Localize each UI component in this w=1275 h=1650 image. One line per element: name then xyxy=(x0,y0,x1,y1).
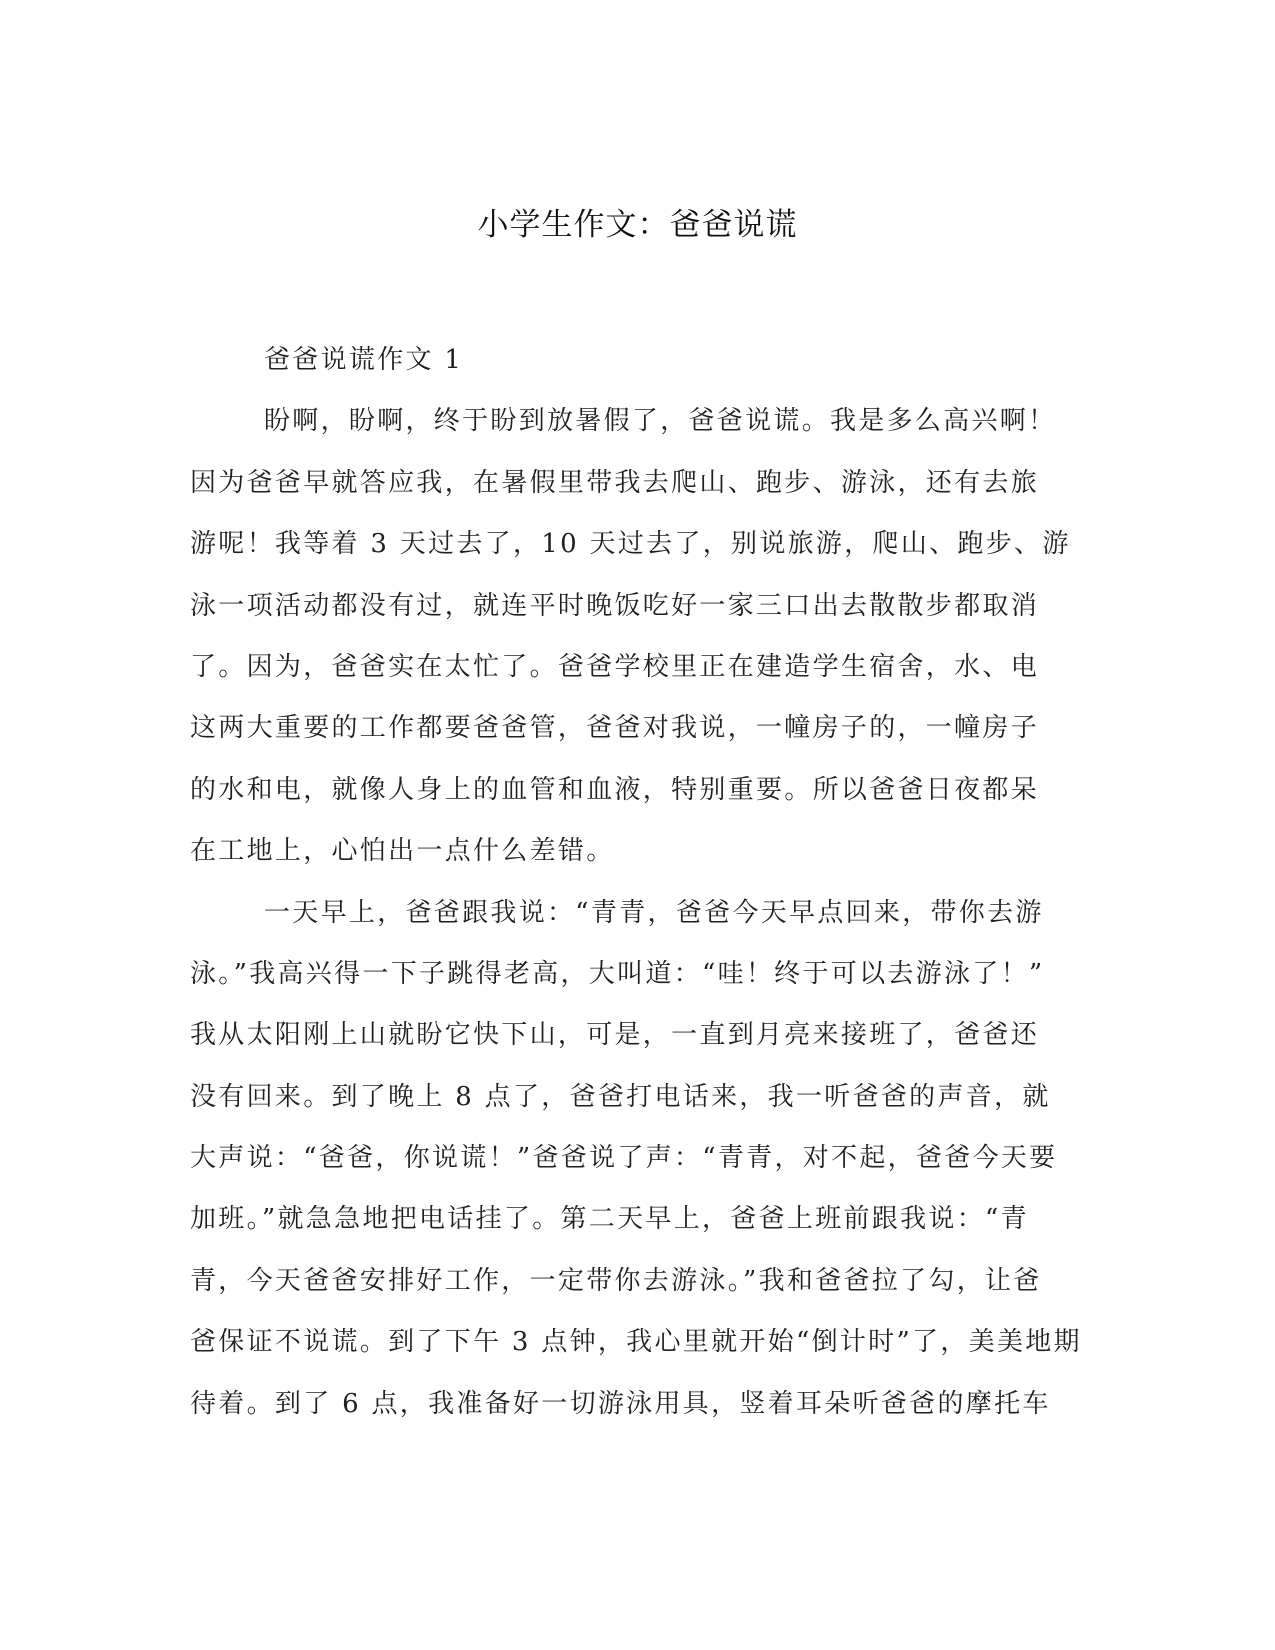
paragraph-line: 青，今天爸爸安排好工作，一定带你去游泳。”我和爸爸拉了勾，让爸 xyxy=(190,1265,1042,1296)
paragraph-line: 盼啊，盼啊，终于盼到放暑假了，爸爸说谎。我是多么高兴啊！ xyxy=(264,406,1057,437)
paragraph-line: 的水和电，就像人身上的血管和血液，特别重要。所以爸爸日夜都呆 xyxy=(190,774,1040,805)
paragraph-line: 爸保证不说谎。到了下午 3 点钟，我心里就开始“倒计时”了，美美地期 xyxy=(190,1327,1082,1358)
paragraph-line: 因为爸爸早就答应我，在暑假里带我去爬山、跑步、游泳，还有去旅 xyxy=(190,467,1040,498)
paragraph-line: 我从太阳刚上山就盼它快下山，可是，一直到月亮来接班了，爸爸还 xyxy=(190,1020,1040,1051)
paragraph-line: 加班。”就急急地把电话挂了。第二天早上，爸爸上班前跟我说：“青 xyxy=(190,1204,1029,1235)
paragraph-line: 泳。”我高兴得一下子跳得老高，大叫道：“哇！终于可以去游泳了！” xyxy=(190,958,1045,989)
document-title: 小学生作文：爸爸说谎 xyxy=(477,207,798,243)
paragraph-line: 大声说：“爸爸，你说谎！”爸爸说了声：“青青，对不起，爸爸今天要 xyxy=(190,1143,1058,1174)
paragraph-line: 这两大重要的工作都要爸爸管，爸爸对我说，一幢房子的，一幢房子 xyxy=(190,713,1040,744)
paragraph-line: 待着。到了 6 点，我准备好一切游泳用具，竖着耳朵听爸爸的摩托车 xyxy=(190,1388,1051,1419)
paragraph-line: 在工地上，心怕出一点什么差错。 xyxy=(190,836,615,867)
paragraph-line: 一天早上，爸爸跟我说：“青青，爸爸今天早点回来，带你去游 xyxy=(264,897,1044,928)
paragraph-line: 泳一项活动都没有过，就连平时晚饭吃好一家三口出去散散步都取消 xyxy=(190,590,1040,621)
paragraph-line: 游呢！我等着 3 天过去了，10 天过去了，别说旅游，爬山、跑步、游 xyxy=(190,529,1071,560)
paragraph-line: 没有回来。到了晚上 8 点了，爸爸打电话来，我一听爸爸的声音，就 xyxy=(190,1081,1051,1112)
section-heading: 爸爸说谎作文 1 xyxy=(264,345,464,375)
document-body xyxy=(190,330,1082,1435)
paragraph-line: 了。因为，爸爸实在太忙了。爸爸学校里正在建造学生宿舍，水、电 xyxy=(190,651,1040,682)
